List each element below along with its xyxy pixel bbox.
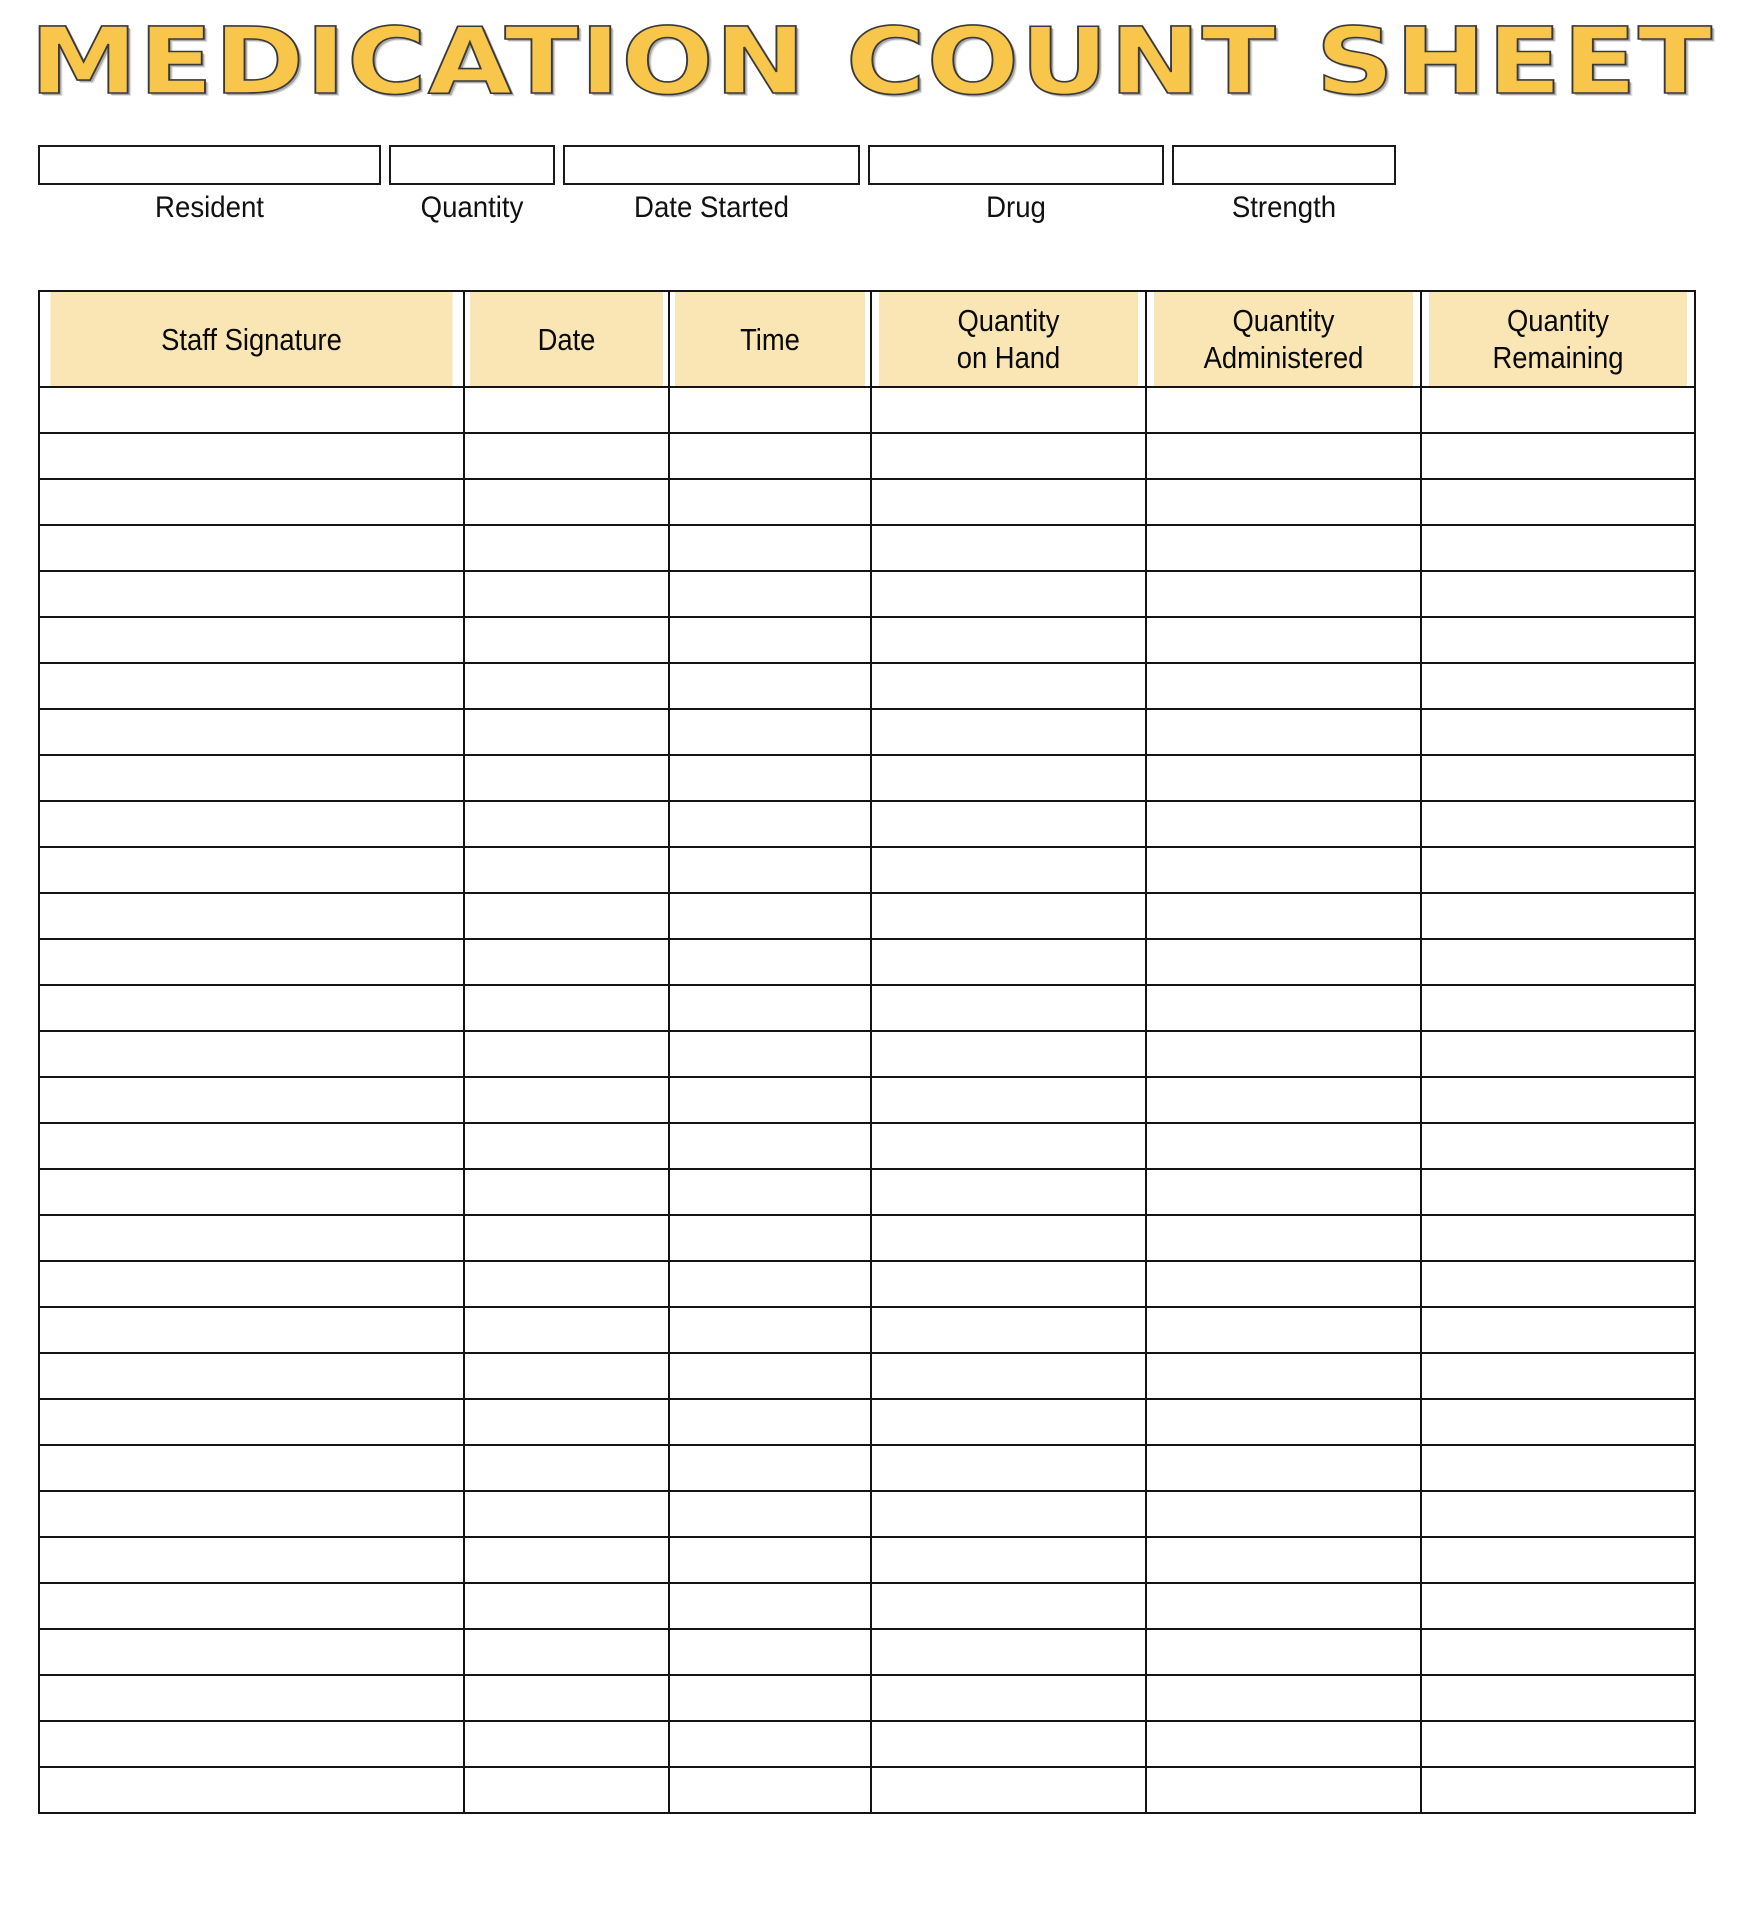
cell-quantity_remaining[interactable] — [1421, 1399, 1695, 1445]
cell-date[interactable] — [464, 1537, 669, 1583]
cell-quantity_on_hand[interactable] — [871, 1031, 1146, 1077]
cell-date[interactable] — [464, 801, 669, 847]
cell-date[interactable] — [464, 663, 669, 709]
cell-quantity_on_hand[interactable] — [871, 1445, 1146, 1491]
cell-quantity_remaining[interactable] — [1421, 755, 1695, 801]
cell-date[interactable] — [464, 1169, 669, 1215]
cell-time[interactable] — [669, 1537, 871, 1583]
cell-time[interactable] — [669, 709, 871, 755]
cell-staff_signature[interactable] — [39, 1537, 464, 1583]
cell-time[interactable] — [669, 525, 871, 571]
table-row — [39, 985, 1695, 1031]
table-row — [39, 1077, 1695, 1123]
cell-quantity_remaining[interactable] — [1421, 1169, 1695, 1215]
cell-time[interactable] — [669, 801, 871, 847]
cell-time[interactable] — [669, 1031, 871, 1077]
cell-staff_signature[interactable] — [39, 1399, 464, 1445]
cell-date[interactable] — [464, 1399, 669, 1445]
cell-staff_signature[interactable] — [39, 847, 464, 893]
table-row — [39, 1721, 1695, 1767]
cell-date[interactable] — [464, 617, 669, 663]
table-row — [39, 1169, 1695, 1215]
table-row — [39, 663, 1695, 709]
table-row — [39, 847, 1695, 893]
cell-quantity_on_hand[interactable] — [871, 893, 1146, 939]
table-row — [39, 571, 1695, 617]
cell-quantity_administered[interactable] — [1146, 1215, 1421, 1261]
cell-quantity_remaining[interactable] — [1421, 939, 1695, 985]
cell-date[interactable] — [464, 1721, 669, 1767]
cell-quantity_on_hand[interactable] — [871, 847, 1146, 893]
cell-time[interactable] — [669, 893, 871, 939]
cell-time[interactable] — [669, 755, 871, 801]
cell-staff_signature[interactable] — [39, 1767, 464, 1813]
cell-time[interactable] — [669, 571, 871, 617]
cell-quantity_administered[interactable] — [1146, 755, 1421, 801]
cell-staff_signature[interactable] — [39, 1583, 464, 1629]
cell-staff_signature[interactable] — [39, 893, 464, 939]
cell-staff_signature[interactable] — [39, 801, 464, 847]
table-row — [39, 1629, 1695, 1675]
cell-quantity_remaining[interactable] — [1421, 1537, 1695, 1583]
cell-quantity_remaining[interactable] — [1421, 479, 1695, 525]
date-started-field[interactable] — [563, 145, 860, 185]
cell-quantity_administered[interactable] — [1146, 387, 1421, 433]
cell-staff_signature[interactable] — [39, 663, 464, 709]
cell-quantity_administered[interactable] — [1146, 801, 1421, 847]
cell-staff_signature[interactable] — [39, 1445, 464, 1491]
cell-quantity_on_hand[interactable] — [871, 939, 1146, 985]
drug-label: Drug — [986, 191, 1046, 224]
cell-quantity_on_hand[interactable] — [871, 387, 1146, 433]
column-header-line1: Quantity — [1232, 303, 1335, 338]
cell-date[interactable] — [464, 1077, 669, 1123]
patient-info-section — [38, 145, 1694, 227]
table-row — [39, 387, 1695, 433]
cell-time[interactable] — [669, 847, 871, 893]
column-header-line1: Staff Signature — [161, 321, 342, 357]
column-header-line1: Quantity — [1506, 303, 1609, 338]
cell-quantity_on_hand[interactable] — [871, 1215, 1146, 1261]
cell-time[interactable] — [669, 1491, 871, 1537]
cell-quantity_administered[interactable] — [1146, 663, 1421, 709]
title-banner — [0, 0, 1742, 115]
cell-staff_signature[interactable] — [39, 433, 464, 479]
table-row — [39, 1399, 1695, 1445]
cell-staff_signature[interactable] — [39, 1031, 464, 1077]
cell-staff_signature[interactable] — [39, 1353, 464, 1399]
column-header-line1: Time — [740, 321, 800, 357]
cell-quantity_on_hand[interactable] — [871, 1399, 1146, 1445]
cell-staff_signature[interactable] — [39, 1123, 464, 1169]
cell-quantity_remaining[interactable] — [1421, 1491, 1695, 1537]
cell-quantity_on_hand[interactable] — [871, 571, 1146, 617]
strength-field[interactable] — [1172, 145, 1396, 185]
cell-quantity_administered[interactable] — [1146, 1077, 1421, 1123]
table-row — [39, 1537, 1695, 1583]
cell-quantity_administered[interactable] — [1146, 1123, 1421, 1169]
table-row — [39, 709, 1695, 755]
cell-quantity_administered[interactable] — [1146, 1629, 1421, 1675]
table-row — [39, 479, 1695, 525]
cell-quantity_on_hand[interactable] — [871, 1675, 1146, 1721]
resident-field[interactable] — [38, 145, 381, 185]
cell-quantity_on_hand[interactable] — [871, 1169, 1146, 1215]
cell-date[interactable] — [464, 525, 669, 571]
cell-quantity_administered[interactable] — [1146, 1767, 1421, 1813]
cell-time[interactable] — [669, 1675, 871, 1721]
cell-quantity_remaining[interactable] — [1421, 1767, 1695, 1813]
column-header-date — [469, 291, 664, 387]
cell-quantity_on_hand[interactable] — [871, 1123, 1146, 1169]
cell-staff_signature[interactable] — [39, 1169, 464, 1215]
table-header-row — [39, 291, 1695, 387]
cell-quantity_administered[interactable] — [1146, 1031, 1421, 1077]
cell-quantity_on_hand[interactable] — [871, 709, 1146, 755]
cell-staff_signature[interactable] — [39, 617, 464, 663]
strength-label: Strength — [1231, 191, 1337, 224]
cell-quantity_remaining[interactable] — [1421, 1215, 1695, 1261]
cell-quantity_administered[interactable] — [1146, 1261, 1421, 1307]
cell-time[interactable] — [669, 1445, 871, 1491]
cell-quantity_on_hand[interactable] — [871, 985, 1146, 1031]
cell-quantity_remaining[interactable] — [1421, 1721, 1695, 1767]
cell-quantity_remaining[interactable] — [1421, 801, 1695, 847]
cell-quantity_administered[interactable] — [1146, 1537, 1421, 1583]
cell-time[interactable] — [669, 1215, 871, 1261]
column-header-line1: Quantity — [957, 303, 1060, 338]
cell-quantity_administered[interactable] — [1146, 985, 1421, 1031]
column-header-line2: Administered — [1203, 340, 1364, 375]
cell-quantity_administered[interactable] — [1146, 1399, 1421, 1445]
cell-staff_signature[interactable] — [39, 1491, 464, 1537]
cell-time[interactable] — [669, 617, 871, 663]
cell-time[interactable] — [669, 1583, 871, 1629]
cell-quantity_on_hand[interactable] — [871, 479, 1146, 525]
cell-staff_signature[interactable] — [39, 479, 464, 525]
cell-time[interactable] — [669, 1721, 871, 1767]
cell-quantity_administered[interactable] — [1146, 847, 1421, 893]
cell-quantity_remaining[interactable] — [1421, 847, 1695, 893]
column-header-time — [674, 291, 866, 387]
cell-time[interactable] — [669, 387, 871, 433]
resident-label: Resident — [155, 191, 264, 224]
cell-date[interactable] — [464, 709, 669, 755]
cell-time[interactable] — [669, 985, 871, 1031]
cell-date[interactable] — [464, 1767, 669, 1813]
cell-quantity_administered[interactable] — [1146, 1169, 1421, 1215]
table-row — [39, 755, 1695, 801]
cell-staff_signature[interactable] — [39, 709, 464, 755]
cell-quantity_administered[interactable] — [1146, 1675, 1421, 1721]
cell-staff_signature[interactable] — [39, 525, 464, 571]
cell-quantity_administered[interactable] — [1146, 893, 1421, 939]
cell-staff_signature[interactable] — [39, 985, 464, 1031]
cell-staff_signature[interactable] — [39, 1675, 464, 1721]
cell-date[interactable] — [464, 571, 669, 617]
cell-date[interactable] — [464, 1353, 669, 1399]
cell-date[interactable] — [464, 847, 669, 893]
cell-date[interactable] — [464, 479, 669, 525]
table-row — [39, 1445, 1695, 1491]
cell-quantity_remaining[interactable] — [1421, 985, 1695, 1031]
cell-date[interactable] — [464, 939, 669, 985]
cell-time[interactable] — [669, 1169, 871, 1215]
cell-staff_signature[interactable] — [39, 755, 464, 801]
table-row — [39, 525, 1695, 571]
cell-quantity_administered[interactable] — [1146, 617, 1421, 663]
table-row — [39, 1307, 1695, 1353]
cell-date[interactable] — [464, 1031, 669, 1077]
info-field-boxes — [38, 145, 1694, 185]
cell-quantity_on_hand[interactable] — [871, 1583, 1146, 1629]
table-row — [39, 433, 1695, 479]
cell-quantity_remaining[interactable] — [1421, 1123, 1695, 1169]
column-header-line1: Date — [537, 321, 596, 357]
cell-quantity_administered[interactable] — [1146, 1353, 1421, 1399]
cell-quantity_on_hand[interactable] — [871, 1491, 1146, 1537]
cell-date[interactable] — [464, 985, 669, 1031]
column-header-quantity-on-hand — [878, 291, 1139, 387]
cell-quantity_remaining[interactable] — [1421, 1445, 1695, 1491]
cell-quantity_remaining[interactable] — [1421, 1031, 1695, 1077]
cell-quantity_on_hand[interactable] — [871, 1077, 1146, 1123]
info-field-labels — [38, 189, 1694, 227]
cell-quantity_remaining[interactable] — [1421, 525, 1695, 571]
cell-time[interactable] — [669, 1767, 871, 1813]
cell-staff_signature[interactable] — [39, 1261, 464, 1307]
page-title: MEDICATION COUNT SHEET — [29, 8, 1713, 115]
cell-quantity_administered[interactable] — [1146, 1307, 1421, 1353]
cell-quantity_administered[interactable] — [1146, 1583, 1421, 1629]
cell-date[interactable] — [464, 1583, 669, 1629]
drug-field[interactable] — [868, 145, 1164, 185]
table-row — [39, 893, 1695, 939]
cell-quantity_on_hand[interactable] — [871, 1261, 1146, 1307]
cell-date[interactable] — [464, 1123, 669, 1169]
cell-quantity_remaining[interactable] — [1421, 663, 1695, 709]
cell-quantity_on_hand[interactable] — [871, 1721, 1146, 1767]
quantity-field[interactable] — [389, 145, 555, 185]
cell-quantity_on_hand[interactable] — [871, 1629, 1146, 1675]
table-row — [39, 1031, 1695, 1077]
cell-staff_signature[interactable] — [39, 1215, 464, 1261]
cell-time[interactable] — [669, 939, 871, 985]
cell-time[interactable] — [669, 1261, 871, 1307]
cell-quantity_on_hand[interactable] — [871, 1307, 1146, 1353]
cell-quantity_administered[interactable] — [1146, 479, 1421, 525]
cell-date[interactable] — [464, 387, 669, 433]
cell-quantity_on_hand[interactable] — [871, 1353, 1146, 1399]
cell-time[interactable] — [669, 1123, 871, 1169]
cell-quantity_administered[interactable] — [1146, 1491, 1421, 1537]
cell-quantity_administered[interactable] — [1146, 1721, 1421, 1767]
cell-quantity_on_hand[interactable] — [871, 663, 1146, 709]
cell-quantity_remaining[interactable] — [1421, 1583, 1695, 1629]
cell-date[interactable] — [464, 1445, 669, 1491]
cell-date[interactable] — [464, 1307, 669, 1353]
table-row — [39, 939, 1695, 985]
table-row — [39, 1261, 1695, 1307]
cell-date[interactable] — [464, 893, 669, 939]
cell-quantity_remaining[interactable] — [1421, 893, 1695, 939]
cell-staff_signature[interactable] — [39, 1307, 464, 1353]
cell-time[interactable] — [669, 1307, 871, 1353]
date-started-label: Date Started — [634, 191, 789, 224]
cell-quantity_remaining[interactable] — [1421, 709, 1695, 755]
cell-quantity_remaining[interactable] — [1421, 1261, 1695, 1307]
cell-staff_signature[interactable] — [39, 1629, 464, 1675]
cell-time[interactable] — [669, 1077, 871, 1123]
table-row — [39, 1123, 1695, 1169]
cell-date[interactable] — [464, 1261, 669, 1307]
cell-time[interactable] — [669, 663, 871, 709]
cell-quantity_administered[interactable] — [1146, 939, 1421, 985]
cell-time[interactable] — [669, 1629, 871, 1675]
cell-time[interactable] — [669, 1399, 871, 1445]
cell-quantity_on_hand[interactable] — [871, 801, 1146, 847]
medication-count-table — [38, 290, 1696, 1814]
table-body — [39, 387, 1695, 1813]
cell-quantity_remaining[interactable] — [1421, 571, 1695, 617]
column-header-line2: Remaining — [1492, 340, 1624, 375]
column-header-line2: on Hand — [956, 340, 1061, 375]
cell-quantity_on_hand[interactable] — [871, 1767, 1146, 1813]
column-header-quantity-remaining — [1428, 291, 1688, 387]
cell-date[interactable] — [464, 1629, 669, 1675]
cell-quantity_on_hand[interactable] — [871, 525, 1146, 571]
cell-quantity_remaining[interactable] — [1421, 617, 1695, 663]
cell-quantity_on_hand[interactable] — [871, 755, 1146, 801]
cell-quantity_remaining[interactable] — [1421, 387, 1695, 433]
column-header-quantity-administered — [1153, 291, 1414, 387]
table-row — [39, 1583, 1695, 1629]
table-row — [39, 1675, 1695, 1721]
table-row — [39, 1491, 1695, 1537]
table-row — [39, 617, 1695, 663]
cell-date[interactable] — [464, 1215, 669, 1261]
table-row — [39, 1767, 1695, 1813]
cell-staff_signature[interactable] — [39, 387, 464, 433]
cell-staff_signature[interactable] — [39, 939, 464, 985]
cell-time[interactable] — [669, 1353, 871, 1399]
cell-quantity_remaining[interactable] — [1421, 1629, 1695, 1675]
cell-quantity_on_hand[interactable] — [871, 1537, 1146, 1583]
cell-quantity_remaining[interactable] — [1421, 1353, 1695, 1399]
table-row — [39, 1353, 1695, 1399]
cell-quantity_administered[interactable] — [1146, 525, 1421, 571]
cell-date[interactable] — [464, 755, 669, 801]
quantity-label: Quantity — [420, 191, 524, 224]
cell-quantity_on_hand[interactable] — [871, 433, 1146, 479]
cell-staff_signature[interactable] — [39, 1077, 464, 1123]
column-header-staff-signature — [50, 291, 454, 387]
cell-quantity_administered[interactable] — [1146, 1445, 1421, 1491]
cell-time[interactable] — [669, 479, 871, 525]
cell-quantity_remaining[interactable] — [1421, 433, 1695, 479]
cell-staff_signature[interactable] — [39, 1721, 464, 1767]
table-row — [39, 801, 1695, 847]
cell-date[interactable] — [464, 1491, 669, 1537]
cell-date[interactable] — [464, 433, 669, 479]
cell-quantity_on_hand[interactable] — [871, 617, 1146, 663]
cell-quantity_remaining[interactable] — [1421, 1307, 1695, 1353]
cell-staff_signature[interactable] — [39, 571, 464, 617]
table-row — [39, 1215, 1695, 1261]
cell-quantity_administered[interactable] — [1146, 709, 1421, 755]
cell-time[interactable] — [669, 433, 871, 479]
cell-quantity_administered[interactable] — [1146, 433, 1421, 479]
cell-quantity_remaining[interactable] — [1421, 1077, 1695, 1123]
cell-date[interactable] — [464, 1675, 669, 1721]
cell-quantity_administered[interactable] — [1146, 571, 1421, 617]
cell-quantity_remaining[interactable] — [1421, 1675, 1695, 1721]
